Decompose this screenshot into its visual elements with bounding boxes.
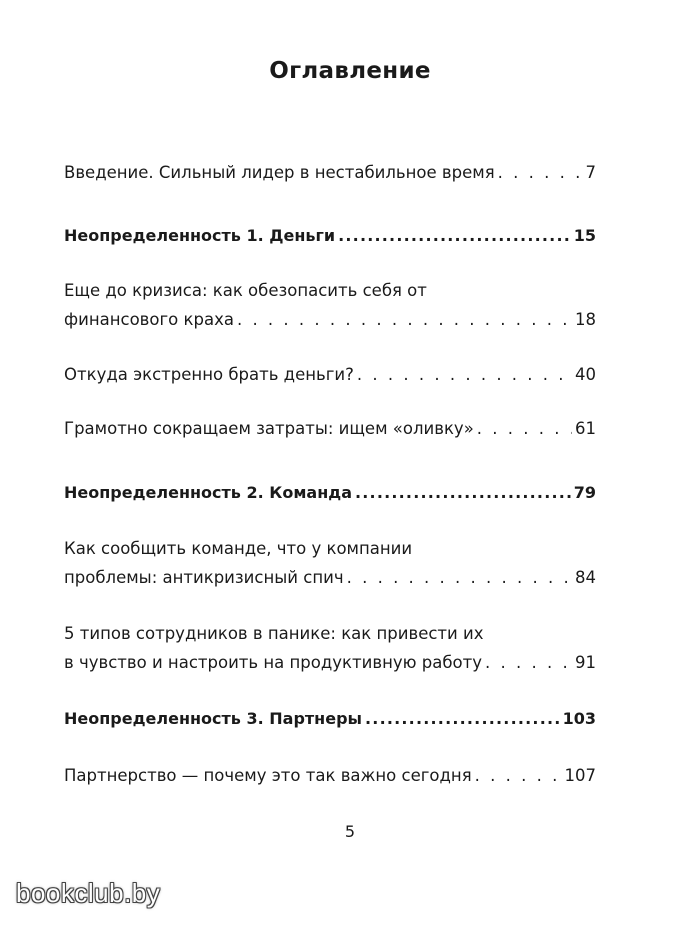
toc-entry-title-line: проблемы: антикризисный спич	[64, 568, 344, 587]
toc-entry-title-line: финансового краха	[64, 310, 234, 329]
page-title: Оглавление	[269, 58, 431, 84]
dot-leader	[237, 305, 572, 334]
dot-leader	[477, 414, 572, 443]
toc-entry-title-line: в чувство и настроить на продуктивную работу	[64, 653, 482, 672]
dot-leader	[357, 360, 572, 389]
toc-entry-section-money[interactable]	[64, 221, 596, 250]
toc-entry-tell-team[interactable]	[64, 534, 596, 592]
toc-page-number: 79	[573, 483, 596, 502]
toc-entry-title-line: Как сообщить команде, что у компании	[64, 539, 413, 558]
dot-leader	[355, 478, 571, 507]
toc-page-number: 103	[562, 709, 596, 728]
toc-entry-title-line: Еще до кризиса: как обезопасить себя от	[64, 281, 427, 300]
toc-entry-panic-types[interactable]	[64, 619, 596, 677]
toc-entry-section-partners[interactable]	[64, 704, 596, 733]
toc-entry-title: Грамотно сокращаем затраты: ищем «оливку»	[64, 419, 474, 438]
toc-section-title: Неопределенность 2. Команда	[64, 483, 352, 502]
toc-entry-title: Откуда экстренно брать деньги?	[64, 365, 354, 384]
toc-section-title: Неопределенность 1. Деньги	[64, 226, 336, 245]
toc-page-number: 18	[575, 310, 596, 329]
toc-entry-title-line: 5 типов сотрудников в панике: как привести их	[64, 624, 484, 643]
toc-entry-urgent-money[interactable]	[64, 360, 596, 389]
toc-page-number: 91	[575, 653, 596, 672]
toc-entry-section-team[interactable]	[64, 478, 596, 507]
toc-page-number: 15	[573, 226, 596, 245]
toc-page-number: 107	[564, 766, 596, 785]
dot-leader	[347, 563, 572, 592]
watermark-logo: bookclub.by	[16, 878, 161, 908]
toc-entry-partnership[interactable]	[64, 761, 596, 790]
toc-page-number: 61	[575, 419, 596, 438]
dot-leader	[498, 158, 583, 187]
toc-entry-before-crisis[interactable]	[64, 276, 596, 334]
toc-entry-introduction[interactable]	[64, 158, 596, 187]
dot-leader	[365, 704, 560, 733]
page-number-footer: 5	[344, 822, 356, 841]
toc-page-number: 40	[575, 365, 596, 384]
toc-entry-title: Партнерство — почему это так важно сегодня	[64, 766, 472, 785]
toc-entry-title: Введение. Сильный лидер в нестабильное время	[64, 163, 495, 182]
toc-entry-cut-costs[interactable]	[64, 414, 596, 443]
toc-section-title: Неопределенность 3. Партнеры	[64, 709, 363, 728]
toc-page-number: 7	[585, 163, 596, 182]
dot-leader	[475, 761, 562, 790]
toc-page-number: 84	[575, 568, 596, 587]
dot-leader	[485, 648, 572, 677]
dot-leader	[338, 221, 571, 250]
